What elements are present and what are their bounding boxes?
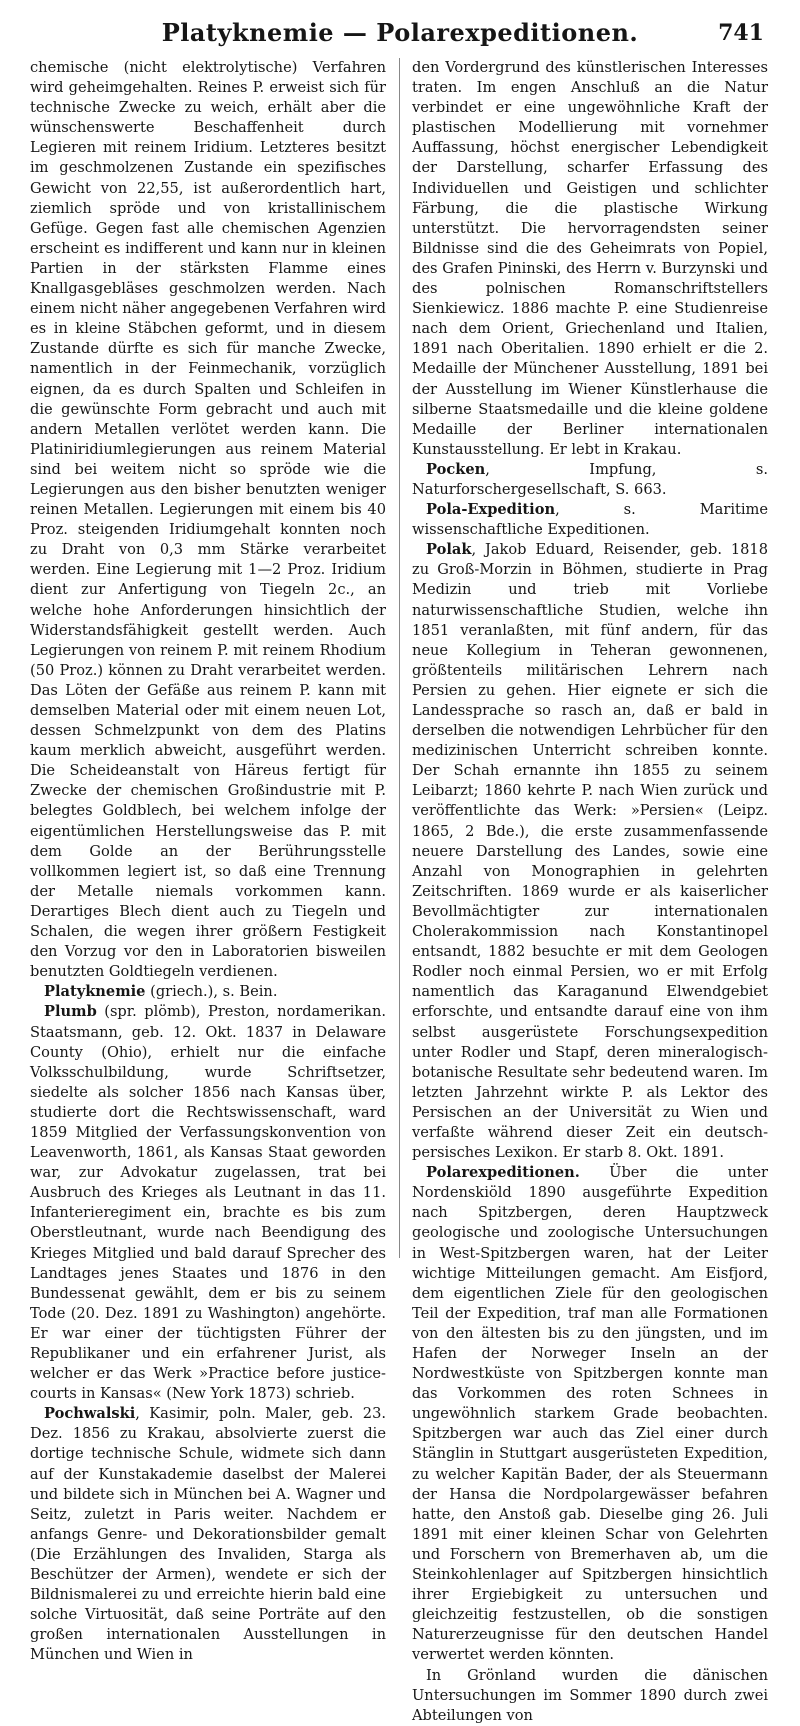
entry-platin-continuation: chemische (nicht elektrolytische) Verfahren wird geheimgehalten. Reines P. erweist sich für technische Zwecke zu weich, erhält aber die wünschenswerte Beschaffenheit durch Legieren mit reinem Iridium. Letzteres besitzt im geschmolzenen Zustande ein spezifisches Gewicht von 22,55, ist außerordentlich hart, ziemlich spröde und von kristallinischem Gefüge. Gegen fast alle chemischen Agenzien erscheint es indifferent und kann nur in kleinen Partien in der stärksten Flamme eines Knallgasgebläses geschmolzen werden. Nach einem nicht näher angegebenen Verfahren wird es in kleine Stäbchen geformt, und in diesem Zustande dürfte es sich für manche Zwecke, namentlich in der Feinmechanik, vorzüglich eignen, da es durch Spalten und Schleifen in die gewünschte Form gebracht und auch mit andern Metallen verlötet werden kann. Die Platiniridiumlegierungen aus reinem Material sind bei weitem nicht so spröde wie die Legierungen aus den bisher benutzten weniger reinen Metallen. Legierungen mit einem bis 40 Proz. steigenden Iridiumgehalt konnten noch zu Draht von 0,3 mm Stärke verarbeitet werden. Eine Legierung mit 1—2 Proz. Iridium dient zur Anfertigung von Tiegeln 2c., an welche hohe Anforderungen hinsichtlich der Widerstandsfähigkeit gestellt werden. Auch Legierungen von reinem P. mit reinem Rhodium (50 Proz.) können zu Draht verarbeitet werden. Das Löten der Gefäße aus reinem P. kann mit demselben Material oder mit einem neuen Lot, dessen Schmelzpunkt von dem des Platins kaum merklich abweicht, ausgeführt werden. Die Scheideanstalt von Häreus fertigt für Zwecke der chemischen Großindustrie mit P. belegtes Goldblech, bei welchem infolge der eigentümlichen Herstellungsweise das P. mit dem Golde an der Berührungsstelle vollkommen legiert ist, so daß eine Trennung der Metalle niemals vorkommen kann. Derartiges Blech dient auch zu Tiegeln und Schalen, die wegen ihrer größern Festigkeit den Vorzug vor den in Laboratorien bisweilen benutzten Goldtiegeln verdienen. (30, 59, 386, 981)
entry-text: , Impfung, s. Naturforschergesellschaft, S. 663. (412, 460, 768, 498)
entry-platyknemie (30, 982, 386, 1002)
entry-polak (412, 540, 768, 1163)
entry-pola-expedition (412, 500, 768, 540)
right-column (412, 58, 768, 1724)
entry-lemma: Polarexpeditionen. (426, 1164, 580, 1182)
left-column (30, 58, 386, 1664)
column-divider (399, 58, 400, 1258)
entry-text: , Jakob Eduard, Reisender, geb. 1818 zu Groß-Morzin in Böhmen, studierte in Prag Medizin und trieb mit Vorliebe naturwissenschaftliche Studien, welche ihn 1851 veranlaßten, mit fünf andern, für das neue Kollegium in Teheran gewonnenen, größtenteils militärischen Lehrern nach Persien zu gehen. Hier eignete er sich die Landessprache so rasch an, daß er bald in derselben die notwendigen Lehrbücher für den medizinischen Unterricht schreiben konnte. Der Schah ernannte ihn 1855 zu seinem Leibarzt; 1860 kehrte P. nach Wien zurück und veröffentlichte das Werk: »Persien« (Leipz. 1865, 2 Bde.), die erste zusammenfassende neuere Darstellung des Landes, sowie eine Anzahl von Monographien in gelehrten Zeitschriften. 1869 wurde er als kaiserlicher Bevollmächtigter zur internationalen Cholerakommission nach Konstantinopel entsandt, 1882 besuchte er mit dem Geologen Rodler noch einmal Persien, wo er mit Erfolg namentlich das Karaganund Elwendgebiet erforschte, und entsandte darauf eine von ihm selbst ausgerüstete Forschungsexpedition unter Rodler und Stapf, deren mineralogisch-botanische Resultate sehr bedeutend waren. Im letzten Jahrzehnt wirkte P. als Lektor des Persischen an der Universität zu Wien und verfaßte während dieser Zeit ein deutsch-persisches Lexikon. Er starb 8. Okt. 1891. (412, 541, 768, 1162)
page-number: 741 (718, 20, 764, 46)
entry-lemma: Platyknemie (44, 983, 146, 1001)
entry-lemma: Pocken (426, 460, 486, 478)
entry-polarexpeditionen (412, 1163, 768, 1665)
entry-lemma: Pola-Expedition (426, 501, 556, 519)
entry-text: (spr. plömb), Preston, nordamerikan. Staatsmann, geb. 12. Okt. 1837 in Delaware County (Ohio), erhielt nur die einfache Volksschulbildung, wurde Schriftsetzer, siedelte als solcher 1856 nach Kansas über, studierte dort die Rechtswissenschaft, ward 1859 Mitglied der Verfassungskonvention von Leavenworth, 1861, als Kansas Staat geworden war, zur Advokatur zugelassen, trat bei Ausbruch des Krieges als Leutnant in das 11. Infanterieregiment ein, brachte es bis zum Oberstleutnant, wurde nach Beendigung des Krieges Mitglied und bald darauf Sprecher des Landtages jenes Staates und 1876 in den Bundessenat gewählt, dem er bis zu seinem Tode (20. Dez. 1891 zu Washington) angehörte. Er war einer der tüchtigsten Führer der Republikaner und ein erfahrener Jurist, als welcher er das Werk »Practice before justice-courts in Kansas« (New York 1873) schrieb. (30, 1003, 386, 1403)
entry-text: (griech.), s. Bein. (145, 983, 278, 1001)
entry-text: , s. Maritime wissenschaftliche Expeditionen. (412, 501, 768, 539)
running-head: Platyknemie — Polarexpeditionen. (161, 18, 639, 47)
entry-pocken (412, 460, 768, 500)
entry-pochwalski (30, 1404, 386, 1665)
entry-lemma: Polak (426, 541, 472, 559)
entry-lemma: Pochwalski (44, 1405, 136, 1423)
entry-lemma: Plumb (44, 1003, 97, 1021)
entry-text: Über die unter Nordenskiöld 1890 ausgeführte Expedition nach Spitzbergen, deren Hauptzweck geologische und zoologische Untersuchungen in West-Spitzbergen waren, hat der Leiter wichtige Mitteilungen gemacht. Am Eisfjord, dem eigentlichen Ziele für den geologischen Teil der Expedition, traf man alle Formationen von den ältesten bis zu den jüngsten, und im Hafen der Norweger Inseln an der Nordwestküste von Spitzbergen konnte man das Vorkommen des roten Schnees in ungewöhnlich starkem Grade beobachten. Spitzbergen war auch das Ziel einer durch Stänglin in Stuttgart ausgerüsteten Expedition, zu welcher Kapitän Bader, der als Steuermann der Hansa die Nordpolargewässer befahren hatte, den Anstoß gab. Dieselbe ging 26. Juli 1891 mit einer kleinen Schar von Gelehrten und Forschern von Bremerhaven ab, um die Steinkohlenlager auf Spitzbergen hinsichtlich ihrer Ergiebigkeit zu untersuchen und gleichzeitig festzustellen, ob die sonstigen Naturerzeugnisse für den deutschen Handel verwertet werden könnten. (412, 1164, 768, 1664)
entry-pochwalski-continuation: den Vordergrund des künstlerischen Interesses traten. Im engen Anschluß an die Natur verbindet er eine ungewöhnliche Kraft der plastischen Modellierung mit vornehmer Auffassung, höchst energischer Lebendigkeit der Darstellung, scharfer Erfassung des Individuellen und Geistigen und schlichter Färbung, die die plastische Wirkung unterstützt. Die hervorragendsten seiner Bildnisse sind die des Geheimrats von Popiel, des Grafen Pininski, des Herrn v. Burzynski und des polnischen Romanschriftstellers Sienkiewicz. 1886 machte P. eine Studienreise nach dem Orient, Griechenland und Italien, 1891 nach Oberitalien. 1890 erhielt er die 2. Medaille der Münchener Ausstellung, 1891 bei der Ausstellung im Wiener Künstlerhause die silberne Staatsmedaille und die kleine goldene Medaille der Berliner internationalen Kunstausstellung. Er lebt in Krakau. (412, 59, 768, 458)
entry-text: , Kasimir, poln. Maler, geb. 23. Dez. 1856 zu Krakau, absolvierte zuerst die dortige technische Schule, widmete sich dann auf der Kunstakademie daselbst der Malerei und bildete sich in München bei A. Wagner und Seitz, zuletzt in Paris weiter. Nachdem er anfangs Genre- und Dekorationsbilder gemalt (Die Erzählungen des Invaliden, Starga als Beschützer der Armen), wendete er sich der Bildnismalerei zu und erreichte hierin bald eine solche Virtuosität, daß seine Porträte auf den großen internationalen Ausstellungen in München und Wien in (30, 1405, 386, 1664)
entry-plumb (30, 1002, 386, 1404)
paragraph-groenland: In Grönland wurden die dänischen Untersuchungen im Sommer 1890 durch zwei Abteilungen von (412, 1666, 768, 1724)
